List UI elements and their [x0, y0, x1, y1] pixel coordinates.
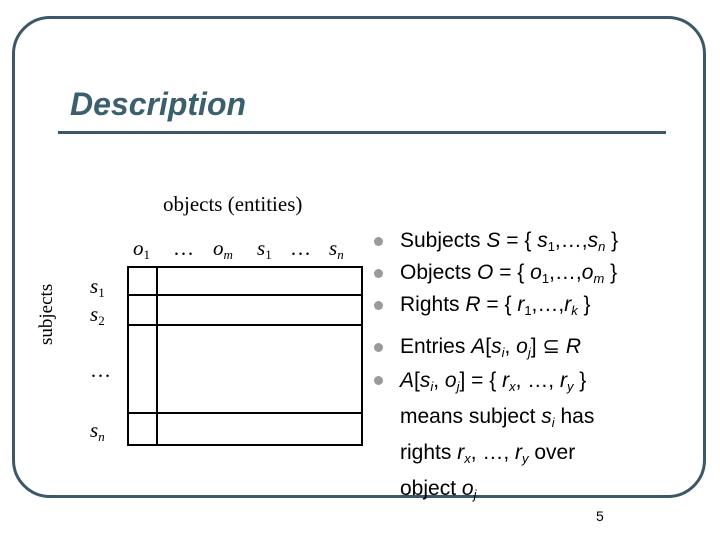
col-header-ellipsis-1: …: [173, 236, 194, 260]
page-number: 5: [596, 508, 604, 524]
bullet-subjects: Subjects S = { $s_1,\dots,s_n$ }: [400, 229, 619, 254]
bullet-marker: [374, 301, 383, 310]
slide-title: Description: [70, 86, 247, 122]
bullet-marker: [374, 269, 383, 278]
col-header-ellipsis-2: …: [290, 236, 311, 260]
bullet-rights: Rights R = { $r_1,\dots,r_k$ }: [400, 293, 591, 318]
bullet-objects: Objects O = { $o_1,\dots,o_m$ }: [400, 261, 618, 286]
col-header-sn: $s_n$: [329, 236, 344, 262]
col-header-om: $o_m$: [213, 236, 233, 262]
col-header-s1: $s_1$: [257, 236, 272, 262]
row-header-s2: $s_2$: [90, 302, 105, 328]
subjects-axis-label: subjects: [36, 283, 57, 345]
bullet-entry-meaning: $A[s_i$, $o_j$] = { $r_x$, …, $r_y$ } means subject $s_i$ has rights $r_x$, …, $r_y$ over object $o_j$: [400, 369, 595, 502]
bullet-marker: [374, 237, 383, 246]
objects-axis-label: objects (entities): [163, 192, 303, 216]
title-divider: [58, 131, 666, 134]
bullet-marker: [374, 376, 383, 385]
bullet-entries: Entries $A[s_i$, $o_j$] ⊆ R: [400, 335, 581, 360]
bullet-marker: [374, 343, 383, 352]
row-header-s1: $s_1$: [90, 274, 105, 300]
row-header-sn: $s_n$: [90, 418, 105, 444]
row-header-ellipsis: …: [90, 358, 111, 382]
access-matrix-grid: [127, 266, 363, 446]
col-header-o1: $o_1$: [133, 236, 150, 262]
